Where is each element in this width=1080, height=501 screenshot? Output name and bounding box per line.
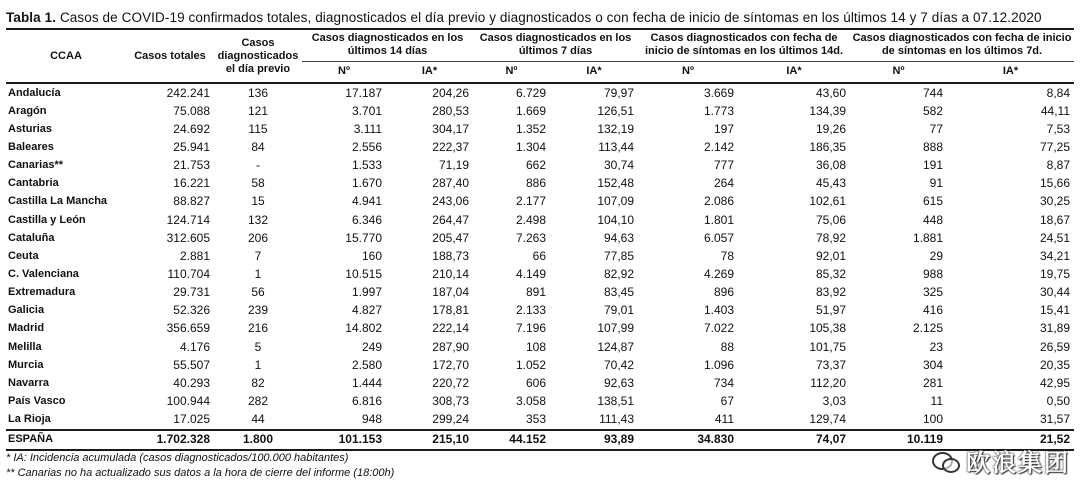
table-row bbox=[6, 157, 1074, 175]
cell-ccaa: Asturias bbox=[8, 122, 53, 135]
cell-sint7-ia: 7,53 bbox=[1046, 121, 1071, 136]
cell-dia-previo: 132 bbox=[247, 212, 269, 227]
cell-sint14-num: 88 bbox=[720, 339, 735, 354]
header-num: Nº bbox=[850, 61, 947, 83]
cell-sint14-ia: 134,39 bbox=[809, 103, 847, 118]
cell-diag14-num: 17.187 bbox=[345, 85, 382, 100]
cell-sint14-num: 2.086 bbox=[703, 194, 735, 209]
cell-diag14-num: 249 bbox=[361, 339, 382, 354]
footnote-ia: * IA: Incidencia acumulada (casos diagnosticados/100.000 habitantes) bbox=[6, 452, 349, 464]
cell-diag7-ia: 79,97 bbox=[603, 85, 635, 100]
table-row bbox=[6, 374, 1074, 392]
cell-diag7-num: 2.498 bbox=[515, 212, 546, 227]
table-row bbox=[6, 102, 1074, 120]
cell-sint14-num: 1.096 bbox=[703, 357, 735, 372]
cell-dia-previo: 216 bbox=[247, 321, 269, 336]
total-casos-totales: 1.702.328 bbox=[126, 430, 214, 450]
cell-sint14-num: 6.057 bbox=[703, 230, 735, 245]
cell-sint7-num: 888 bbox=[922, 139, 944, 154]
footnotes bbox=[6, 451, 394, 481]
table-title-text: Casos de COVID-19 confirmados totales, diagnosticados el día previo y diagnosticados o con fecha de inicio de síntomas en los últimos 14 y 7 días a 07.12.2020 bbox=[59, 10, 1042, 25]
total-row bbox=[6, 430, 1074, 450]
cell-diag14-num: 14.802 bbox=[345, 321, 382, 336]
table-row bbox=[6, 411, 1074, 430]
cell-casos-totales: 24.692 bbox=[173, 121, 210, 136]
cell-ccaa: Ceuta bbox=[8, 249, 39, 262]
cell-casos-totales: 75.088 bbox=[173, 103, 210, 118]
total-sint7-num: 10.119 bbox=[850, 430, 947, 450]
cell-sint14-num: 1.801 bbox=[703, 212, 735, 227]
table-row bbox=[6, 175, 1074, 193]
cell-diag14-ia: 304,17 bbox=[432, 121, 469, 136]
cell-ccaa: Canarias** bbox=[8, 159, 64, 172]
cell-diag14-ia: 287,90 bbox=[432, 339, 469, 354]
cell-diag14-num: 1.670 bbox=[351, 176, 382, 191]
cell-sint7-num: 29 bbox=[929, 248, 944, 263]
cell-sint14-ia: 92,01 bbox=[815, 248, 847, 263]
cell-casos-totales: 356.659 bbox=[166, 321, 210, 336]
cell-diag14-num: 948 bbox=[361, 412, 382, 427]
table-row bbox=[6, 302, 1074, 320]
cell-sint7-ia: 26,59 bbox=[1039, 339, 1071, 354]
cell-diag14-ia: 210,14 bbox=[432, 266, 469, 281]
cell-ccaa: Andalucía bbox=[8, 86, 61, 99]
table-row bbox=[6, 265, 1074, 283]
cell-sint7-ia: 0,50 bbox=[1046, 393, 1071, 408]
cell-casos-totales: 52.326 bbox=[173, 303, 210, 318]
cell-diag7-num: 3.058 bbox=[515, 393, 546, 408]
cell-sint7-ia: 77,25 bbox=[1039, 139, 1071, 154]
cell-diag7-num: 6.729 bbox=[515, 85, 546, 100]
cell-casos-totales: 124.714 bbox=[166, 212, 210, 227]
cell-dia-previo: 136 bbox=[247, 85, 269, 100]
cell-ccaa: Murcia bbox=[8, 358, 44, 371]
cell-casos-totales: 100.944 bbox=[166, 393, 210, 408]
cell-sint7-ia: 44,11 bbox=[1040, 103, 1071, 118]
cell-sint14-ia: 78,92 bbox=[815, 230, 847, 245]
header-casos-totales: Casos totales bbox=[126, 30, 214, 83]
cell-ccaa: Cataluña bbox=[8, 231, 55, 244]
header-num: Nº bbox=[473, 61, 550, 83]
table-row bbox=[6, 193, 1074, 211]
cell-sint7-ia: 18,67 bbox=[1039, 212, 1071, 227]
covid-cases-table bbox=[6, 30, 1074, 451]
total-diag14-ia: 215,10 bbox=[386, 430, 473, 450]
cell-sint7-num: 988 bbox=[922, 266, 944, 281]
cell-diag7-num: 353 bbox=[525, 412, 546, 427]
cell-diag14-ia: 243,06 bbox=[432, 194, 469, 209]
header-ia: IA* bbox=[738, 61, 850, 83]
cell-sint7-num: 615 bbox=[922, 194, 944, 209]
cell-diag7-ia: 124,87 bbox=[597, 339, 635, 354]
total-sint14-ia: 74,07 bbox=[738, 430, 850, 450]
cell-sint14-num: 896 bbox=[713, 285, 735, 300]
cell-diag14-num: 10.515 bbox=[345, 266, 382, 281]
cell-diag14-num: 6.816 bbox=[351, 393, 382, 408]
cell-sint14-ia: 43,60 bbox=[815, 85, 847, 100]
cell-diag7-ia: 107,99 bbox=[597, 321, 635, 336]
cell-sint7-ia: 8,84 bbox=[1046, 85, 1071, 100]
cell-ccaa: País Vasco bbox=[8, 394, 66, 407]
cell-diag7-num: 1.669 bbox=[515, 103, 546, 118]
cell-casos-totales: 2.881 bbox=[179, 248, 210, 263]
total-sint14-num: 34.830 bbox=[638, 430, 738, 450]
table-body bbox=[6, 83, 1074, 450]
cell-sint14-ia: 45,43 bbox=[815, 176, 847, 191]
cell-diag14-ia: 220,72 bbox=[432, 375, 469, 390]
cell-ccaa: Aragón bbox=[8, 104, 47, 117]
cell-diag14-ia: 280,53 bbox=[432, 103, 469, 118]
cell-diag14-ia: 187,04 bbox=[432, 285, 469, 300]
cell-sint14-num: 3.669 bbox=[703, 85, 735, 100]
cell-diag7-num: 886 bbox=[525, 176, 546, 191]
cell-diag14-num: 3.701 bbox=[351, 103, 382, 118]
cell-sint14-num: 777 bbox=[713, 158, 735, 173]
cell-sint14-ia: 19,26 bbox=[815, 121, 847, 136]
cell-dia-previo: 58 bbox=[251, 176, 265, 191]
cell-sint14-ia: 36,08 bbox=[815, 158, 847, 173]
cell-sint7-ia: 19,75 bbox=[1039, 266, 1071, 281]
cell-casos-totales: 242.241 bbox=[166, 85, 210, 100]
cell-ccaa: C. Valenciana bbox=[8, 267, 79, 280]
table-title bbox=[6, 10, 1042, 25]
cell-sint7-ia: 15,41 bbox=[1039, 303, 1071, 318]
cell-sint14-ia: 129,74 bbox=[809, 412, 847, 427]
cell-diag7-ia: 132,19 bbox=[597, 121, 635, 136]
cell-dia-previo: 121 bbox=[247, 103, 269, 118]
cell-casos-totales: 88.827 bbox=[173, 194, 210, 209]
cell-sint14-num: 78 bbox=[720, 248, 735, 263]
cell-dia-previo: 1 bbox=[254, 266, 262, 281]
cell-diag14-num: 15.770 bbox=[345, 230, 382, 245]
cell-diag7-num: 108 bbox=[525, 339, 546, 354]
cell-diag7-num: 66 bbox=[532, 248, 546, 263]
cell-sint14-ia: 51,97 bbox=[815, 303, 847, 318]
cell-diag14-ia: 172,70 bbox=[432, 357, 469, 372]
cell-diag7-num: 7.196 bbox=[515, 321, 546, 336]
cell-diag7-ia: 152,48 bbox=[597, 176, 635, 191]
cell-diag7-ia: 79,01 bbox=[603, 303, 635, 318]
cell-sint14-num: 734 bbox=[713, 375, 735, 390]
cell-ccaa: Melilla bbox=[8, 340, 42, 353]
total-diag7-ia: 93,89 bbox=[550, 430, 638, 450]
cell-sint7-num: 281 bbox=[922, 375, 944, 390]
cell-sint14-ia: 85,32 bbox=[815, 266, 847, 281]
watermark bbox=[932, 443, 1070, 478]
cell-sint14-ia: 105,38 bbox=[809, 321, 847, 336]
cell-diag7-num: 891 bbox=[525, 285, 546, 300]
cell-sint7-num: 325 bbox=[922, 285, 944, 300]
cell-dia-previo: 5 bbox=[254, 339, 262, 354]
cell-diag7-ia: 113,44 bbox=[598, 139, 635, 154]
cell-diag7-ia: 104,10 bbox=[597, 212, 635, 227]
cell-diag7-num: 1.304 bbox=[515, 139, 546, 154]
cell-sint14-ia: 102,61 bbox=[809, 194, 847, 209]
header-dia-previo: Casos diagnosticados el día previo bbox=[214, 30, 302, 83]
cell-sint14-num: 1.403 bbox=[703, 303, 735, 318]
cell-sint7-num: 1.881 bbox=[912, 230, 944, 245]
total-ccaa: ESPAÑA bbox=[6, 430, 126, 450]
cell-diag7-ia: 92,63 bbox=[603, 375, 635, 390]
cell-casos-totales: 16.221 bbox=[173, 176, 210, 191]
cell-casos-totales: 110.704 bbox=[167, 266, 210, 281]
cell-diag7-num: 2.133 bbox=[515, 303, 546, 318]
cell-casos-totales: 25.941 bbox=[173, 139, 210, 154]
cell-sint7-ia: 31,89 bbox=[1039, 321, 1071, 336]
cell-sint7-ia: 20,35 bbox=[1039, 357, 1071, 372]
cell-sint7-num: 23 bbox=[929, 339, 944, 354]
wechat-icon bbox=[932, 450, 960, 472]
cell-diag14-ia: 71,19 bbox=[438, 158, 469, 173]
cell-diag14-num: 1.997 bbox=[351, 285, 382, 300]
cell-diag14-ia: 178,81 bbox=[432, 303, 469, 318]
cell-diag7-num: 2.177 bbox=[515, 194, 546, 209]
cell-ccaa: La Rioja bbox=[8, 413, 51, 426]
cell-diag14-num: 4.941 bbox=[351, 194, 382, 209]
total-dia-previo: 1.800 bbox=[214, 430, 302, 450]
cell-diag7-num: 1.352 bbox=[515, 121, 546, 136]
table-row bbox=[6, 138, 1074, 156]
header-group-sint-14: Casos diagnosticados con fecha de inicio de síntomas en los últimos 14d. bbox=[638, 30, 850, 61]
table-row bbox=[6, 247, 1074, 265]
header-ccaa: CCAA bbox=[6, 30, 126, 83]
cell-sint7-ia: 30,44 bbox=[1039, 285, 1071, 300]
cell-diag14-ia: 188,73 bbox=[432, 248, 469, 263]
cell-sint14-num: 4.269 bbox=[703, 266, 735, 281]
table-row bbox=[6, 356, 1074, 374]
cell-diag7-ia: 94,63 bbox=[603, 230, 635, 245]
cell-casos-totales: 40.293 bbox=[173, 375, 210, 390]
cell-diag7-num: 4.149 bbox=[515, 266, 546, 281]
cell-casos-totales: 21.753 bbox=[173, 158, 210, 173]
cell-casos-totales: 29.731 bbox=[173, 285, 210, 300]
cell-sint7-num: 582 bbox=[922, 103, 944, 118]
total-diag14-num: 101.153 bbox=[302, 430, 386, 450]
cell-sint7-ia: 34,21 bbox=[1039, 248, 1071, 263]
cell-diag7-num: 662 bbox=[525, 158, 546, 173]
table-row bbox=[6, 229, 1074, 247]
cell-diag7-ia: 138,51 bbox=[597, 393, 635, 408]
cell-diag7-ia: 111,43 bbox=[599, 412, 635, 427]
cell-sint14-num: 67 bbox=[720, 393, 735, 408]
cell-casos-totales: 312.605 bbox=[166, 230, 210, 245]
cell-diag14-num: 1.533 bbox=[351, 158, 382, 173]
cell-dia-previo: 44 bbox=[251, 412, 265, 427]
cell-sint7-num: 416 bbox=[922, 303, 944, 318]
cell-sint14-ia: 101,75 bbox=[809, 339, 847, 354]
cell-diag7-ia: 126,51 bbox=[597, 103, 635, 118]
header-ia: IA* bbox=[947, 61, 1074, 83]
cell-dia-previo: 1 bbox=[254, 357, 262, 372]
cell-sint7-num: 91 bbox=[929, 176, 944, 191]
cell-sint14-ia: 73,37 bbox=[815, 357, 847, 372]
cell-sint14-ia: 3,03 bbox=[822, 393, 847, 408]
cell-sint14-num: 7.022 bbox=[703, 321, 735, 336]
cell-diag14-num: 160 bbox=[361, 248, 382, 263]
cell-diag7-ia: 30,74 bbox=[603, 158, 635, 173]
cell-diag14-num: 2.580 bbox=[351, 357, 382, 372]
table-row bbox=[6, 392, 1074, 410]
cell-diag14-ia: 264,47 bbox=[432, 212, 469, 227]
watermark-text: 欧浪集团 bbox=[966, 450, 1070, 477]
cell-sint7-ia: 42,95 bbox=[1039, 375, 1071, 390]
cell-diag14-num: 4.827 bbox=[351, 303, 382, 318]
header-group-sint-7: Casos diagnosticados con fecha de inicio de síntomas en los últimos 7d. bbox=[850, 30, 1074, 61]
cell-diag14-num: 1.444 bbox=[351, 375, 382, 390]
cell-sint7-ia: 30,25 bbox=[1039, 194, 1071, 209]
cell-sint14-ia: 83,92 bbox=[815, 285, 847, 300]
cell-ccaa: Navarra bbox=[8, 376, 49, 389]
cell-sint7-num: 448 bbox=[922, 212, 944, 227]
cell-diag7-ia: 83,45 bbox=[603, 285, 635, 300]
cell-sint14-num: 264 bbox=[713, 176, 735, 191]
cell-sint7-ia: 31,57 bbox=[1039, 412, 1071, 427]
cell-diag14-num: 2.556 bbox=[351, 139, 382, 154]
cell-ccaa: Galicia bbox=[8, 304, 45, 317]
cell-diag14-ia: 204,26 bbox=[432, 85, 469, 100]
cell-sint7-num: 191 bbox=[922, 158, 944, 173]
total-sint7-ia: 21,52 bbox=[947, 430, 1074, 450]
cell-dia-previo: 282 bbox=[247, 393, 269, 408]
cell-dia-previo: 84 bbox=[251, 139, 265, 154]
header-group-diag-7: Casos diagnosticados en los últimos 7 días bbox=[473, 30, 638, 61]
cell-sint14-num: 411 bbox=[714, 412, 735, 427]
table-row bbox=[6, 211, 1074, 229]
cell-sint7-ia: 24,51 bbox=[1039, 230, 1071, 245]
cell-dia-previo: 15 bbox=[251, 194, 265, 209]
cell-diag7-ia: 82,92 bbox=[603, 266, 635, 281]
cell-sint14-num: 1.773 bbox=[703, 103, 735, 118]
cell-dia-previo: 82 bbox=[251, 375, 265, 390]
cell-sint7-num: 2.125 bbox=[912, 321, 944, 336]
cell-dia-previo: 239 bbox=[247, 303, 269, 318]
cell-diag14-ia: 205,47 bbox=[432, 230, 469, 245]
header-ia: IA* bbox=[550, 61, 638, 83]
header-group-diag-14: Casos diagnosticados en los últimos 14 días bbox=[302, 30, 473, 61]
cell-sint7-num: 100 bbox=[922, 412, 944, 427]
cell-dia-previo: 206 bbox=[247, 230, 269, 245]
cell-diag7-num: 606 bbox=[525, 375, 546, 390]
cell-sint7-ia: 15,66 bbox=[1039, 176, 1071, 191]
table-row bbox=[6, 284, 1074, 302]
cell-diag14-num: 6.346 bbox=[351, 212, 382, 227]
cell-dia-previo: 115 bbox=[248, 121, 268, 136]
cell-diag14-ia: 222,37 bbox=[432, 139, 469, 154]
cell-diag7-num: 1.052 bbox=[515, 357, 546, 372]
table-row bbox=[6, 320, 1074, 338]
cell-dia-previo: 56 bbox=[251, 285, 265, 300]
cell-casos-totales: 4.176 bbox=[179, 339, 210, 354]
cell-dia-previo: - bbox=[256, 158, 260, 173]
total-diag7-num: 44.152 bbox=[473, 430, 550, 450]
cell-sint14-ia: 112,20 bbox=[810, 375, 847, 390]
cell-sint14-num: 197 bbox=[713, 121, 735, 136]
cell-ccaa: Castilla y León bbox=[8, 213, 86, 226]
cell-diag14-ia: 308,73 bbox=[432, 393, 469, 408]
cell-diag14-ia: 299,24 bbox=[432, 412, 469, 427]
cell-sint7-num: 77 bbox=[929, 121, 944, 136]
cell-diag14-num: 3.111 bbox=[353, 121, 382, 136]
cell-casos-totales: 17.025 bbox=[173, 412, 210, 427]
table-row bbox=[6, 83, 1074, 102]
cell-sint7-num: 304 bbox=[922, 357, 944, 372]
cell-diag7-ia: 77,85 bbox=[603, 248, 635, 263]
cell-sint14-num: 2.142 bbox=[703, 139, 735, 154]
cell-dia-previo: 7 bbox=[254, 248, 262, 263]
header-ia: IA* bbox=[386, 61, 473, 83]
cell-ccaa: Cantabria bbox=[8, 177, 59, 190]
cell-diag14-ia: 222,14 bbox=[432, 321, 469, 336]
header-row-groups bbox=[6, 30, 1074, 61]
table-row bbox=[6, 120, 1074, 138]
cell-sint14-ia: 75,06 bbox=[815, 212, 847, 227]
cell-diag14-ia: 287,40 bbox=[432, 176, 469, 191]
header-num: Nº bbox=[302, 61, 386, 83]
cell-sint7-ia: 8,87 bbox=[1046, 158, 1071, 173]
cell-sint14-ia: 186,35 bbox=[809, 139, 847, 154]
footnote-canarias: ** Canarias no ha actualizado sus datos a la hora de cierre del informe (18:00h) bbox=[6, 467, 395, 479]
cell-ccaa: Madrid bbox=[8, 322, 45, 335]
cell-ccaa: Baleares bbox=[8, 140, 54, 153]
cell-diag7-ia: 107,09 bbox=[597, 194, 635, 209]
table-title-label: Tabla 1. bbox=[6, 10, 57, 25]
cell-ccaa: Extremadura bbox=[8, 286, 76, 299]
cell-diag7-ia: 70,42 bbox=[603, 357, 635, 372]
table-row bbox=[6, 338, 1074, 356]
cell-casos-totales: 55.507 bbox=[173, 357, 210, 372]
header-num: Nº bbox=[638, 61, 738, 83]
cell-sint7-num: 744 bbox=[922, 85, 944, 100]
cell-ccaa: Castilla La Mancha bbox=[8, 195, 108, 208]
cell-sint7-num: 11 bbox=[930, 393, 944, 408]
cell-diag7-num: 7.263 bbox=[515, 230, 546, 245]
